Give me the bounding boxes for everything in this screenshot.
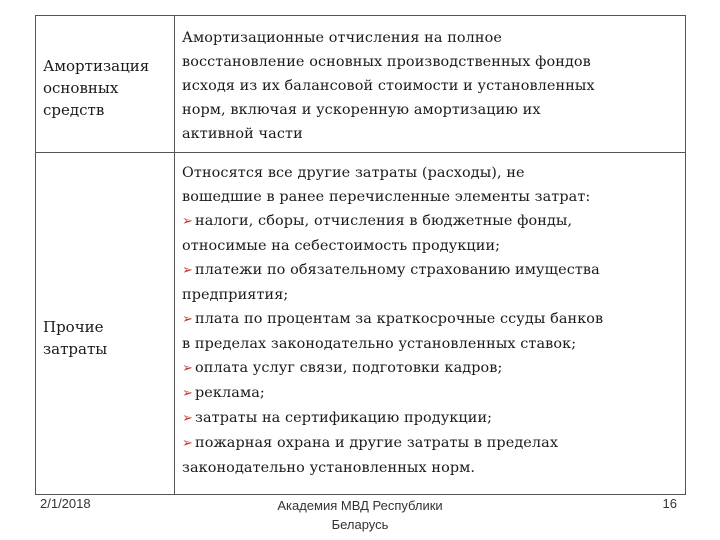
footer-org-line: Академия МВД Республики xyxy=(277,498,443,513)
label-line: Прочие xyxy=(43,318,104,336)
list-item xyxy=(182,307,677,356)
slide-footer xyxy=(0,496,720,540)
list-item xyxy=(182,406,677,431)
table-row xyxy=(36,153,685,494)
content-line: норм, включая и ускоренную амортизацию их xyxy=(182,102,541,118)
item-text: в пределах законодательно установленных ставок; xyxy=(182,336,577,352)
item-text: платежи по обязательному страхованию имущества xyxy=(195,262,600,278)
footer-date: 2/1/2018 xyxy=(40,496,91,511)
content-line: восстановление основных производственных фондов xyxy=(182,54,591,70)
arrow-bullet-icon: ➢ xyxy=(182,361,193,376)
intro-line: вошедшие в ранее перечисленные элементы затрат: xyxy=(182,189,591,205)
footer-org-line: Беларусь xyxy=(331,517,389,532)
label-line: средств xyxy=(43,101,105,119)
arrow-bullet-icon: ➢ xyxy=(182,386,193,401)
content-table xyxy=(35,15,686,495)
row-content xyxy=(182,26,677,146)
item-text: оплата услуг связи, подготовки кадров; xyxy=(195,360,503,376)
label-line: основных xyxy=(43,79,119,97)
list-item xyxy=(182,431,677,480)
content-line: Амортизационные отчисления на полное xyxy=(182,30,502,46)
list-item xyxy=(182,381,677,406)
item-text: пожарная охрана и другие затраты в пределах xyxy=(195,435,559,451)
content-line: активной части xyxy=(182,126,303,142)
arrow-bullet-icon: ➢ xyxy=(182,436,193,451)
row-label xyxy=(43,55,171,121)
item-text: налоги, сборы, отчисления в бюджетные фонды, xyxy=(195,213,573,229)
intro-line: Относятся все другие затраты (расходы), не xyxy=(182,165,525,181)
arrow-bullet-icon: ➢ xyxy=(182,411,193,426)
label-line: затраты xyxy=(43,340,108,358)
item-text: законодательно установленных норм. xyxy=(182,460,476,476)
row-label xyxy=(43,316,171,360)
item-text: предприятия; xyxy=(182,287,289,303)
footer-organization xyxy=(255,496,465,534)
table-row xyxy=(36,16,685,153)
item-text: относимые на себестоимость продукции; xyxy=(182,238,501,254)
list-item xyxy=(182,356,677,381)
list-item xyxy=(182,258,677,307)
content-line: исходя из их балансовой стоимости и установленных xyxy=(182,78,595,94)
arrow-bullet-icon: ➢ xyxy=(182,214,193,229)
item-text: реклама; xyxy=(195,385,265,401)
column-divider xyxy=(174,153,175,494)
list-item xyxy=(182,209,677,258)
row-content xyxy=(182,161,677,480)
page-number: 16 xyxy=(662,496,677,511)
item-text: затраты на сертификацию продукции; xyxy=(195,410,493,426)
label-line: Амортизация xyxy=(43,57,150,75)
arrow-bullet-icon: ➢ xyxy=(182,263,193,278)
arrow-bullet-icon: ➢ xyxy=(182,312,193,327)
item-text: плата по процентам за краткосрочные ссуды банков xyxy=(195,311,604,327)
column-divider xyxy=(174,16,175,152)
